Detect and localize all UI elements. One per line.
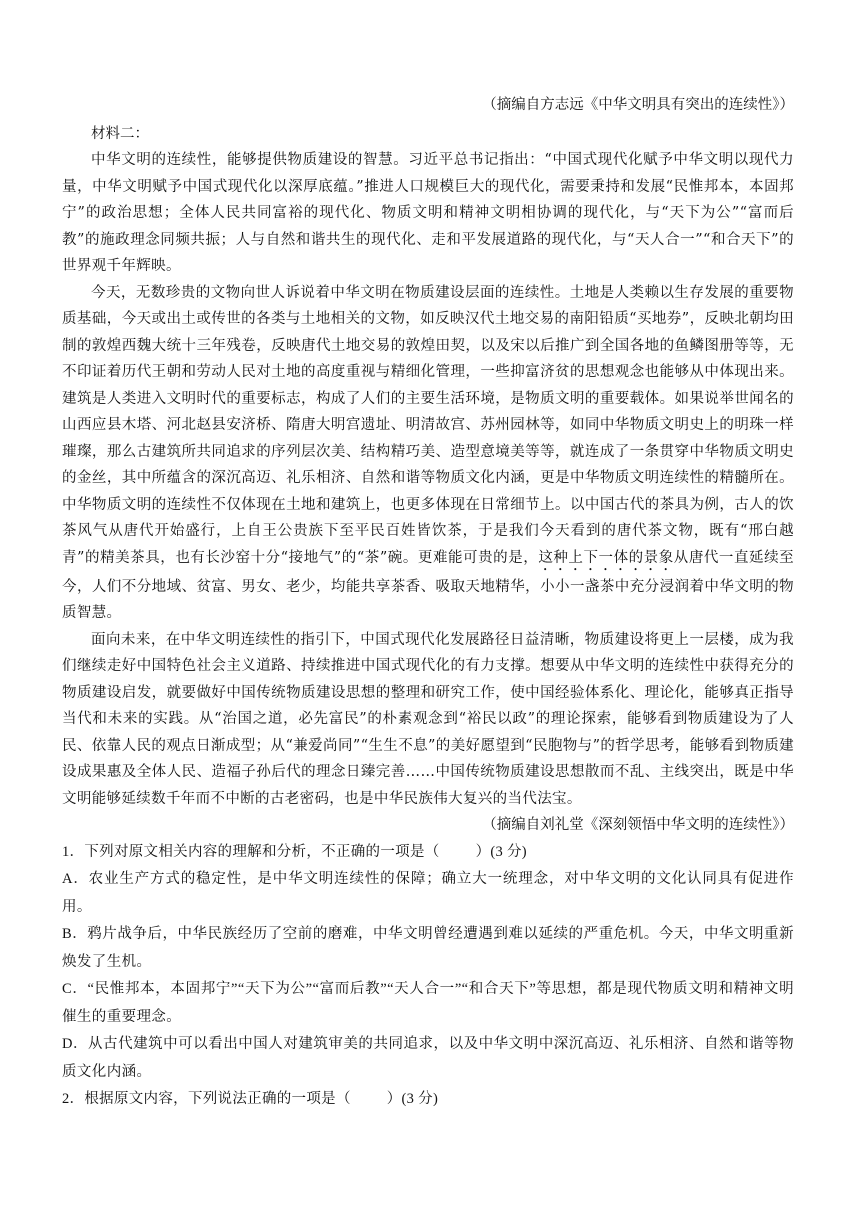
document-page (62, 92, 794, 1114)
question-2-score: ）(3 分) (386, 1091, 439, 1107)
paragraph-text: 从唐代一直延续至今，人们不分地域、贫富、男女、老少，均能共享茶香、吸取天地精华，小小一盏茶中充分浸润着中华文明的物质智慧。 (62, 549, 794, 621)
question-1-score: ）(3 分) (475, 843, 527, 860)
question-1-stem-text: 1．下列对原文相关内容的理解和分析，不正确的一项是（ (62, 843, 440, 860)
source-citation-1: （摘编自方志远《中华文明具有突出的连续性》） (482, 97, 794, 113)
question-2-stem-text: 2．根据原文内容，下列说法正确的一项是（ (62, 1091, 351, 1107)
question-2-stem (62, 1086, 794, 1114)
question-1-stem (62, 839, 794, 867)
material-2-paragraph-2 (62, 280, 794, 627)
emphasized-text: 这种上下一体的景象 (538, 549, 674, 566)
question-1-option-c: C．“民惟邦本，本固邦宁”“天下为公”“富而后教”“天人合一”“和合天下”等思想，都是现代物质文明和精神文明催生的重要理念。 (62, 981, 795, 1025)
question-1-option-b: B．鸦片战争后，中华民族经历了空前的磨难，中华文明曾经遭遇到难以延续的严重危机。今天，中华文明重新焕发了生机。 (62, 926, 794, 970)
paragraph-text: 今天，无数珍贵的文物向世人诉说着中华文明在物质建设层面的连续性。土地是人类赖以生存发展的重要物质基础，今天或出土或传世的各类与土地相关的文物，如反映汉代土地交易的南阳铅质“买地券”，反映北朝均田制的敦煌西魏大统十三年残卷，反映唐代土地交易的敦煌田契，以及宋以后推广到全国各地的鱼鳞图册等等，无不印证着历代王朝和劳动人民对土地的高度重视与精细化管理，一些抑富济贫的思想观念也能够从中体现出来。建筑是人类进入文明时代的重要标志，构成了人们的主要生活环境，是物质文明的重要载体。如果说举世闻名的山西应县木塔、河北赵县安济桥、隋唐大明宫遗址、明清故宫、苏州园林等，如同中华物质文明史上的明珠一样璀璨，那么古建筑所共同追求的序列层次美、结构精巧美、造型意境美等等，就连成了一条贯穿中华物质文明史的金丝，其中所蕴含的深沉高迈、礼乐相济、自然和谐等物质文化内涵，更是中华物质文明连续性的精髓所在。中华物质文明的连续性不仅体现在土地和建筑上，也更多体现在日常细节上。以中国古代的茶具为例，古人的饮茶风气从唐代开始盛行，上自王公贵族下至平民百姓皆饮茶，于是我们今天看到的唐代茶文物，既有“邢白越青”的精美茶具，也有长沙窑十分“接地气”的“茶”碗。更难能可贵的是， (62, 284, 794, 566)
material-2-paragraph-3 (62, 627, 794, 813)
question-1-option-d: D．从古代建筑中可以看出中国人对建筑审美的共同追求，以及中华文明中深沉高迈、礼乐相济、自然和谐等物质文化内涵。 (62, 1036, 794, 1080)
paragraph-text: 中华文明的连续性，能够提供物质建设的智慧。习近平总书记指出：“中国式现代化赋予中华文明以现代力量，中华文明赋予中国式现代化以深厚底蕴。”推进人口规模巨大的现代化，需要秉持和发展“民惟邦本，本固邦宁”的政治思想；全体人民共同富裕的现代化、物质文明和精神文明相协调的现代化，与“天下为公”“富而后教”的施政理念同频共振；人与自然和谐共生的现代化、走和平发展道路的现代化，与“天人合一”“和合天下”的世界观千年辉映。 (62, 152, 794, 274)
paragraph-text: 面向未来，在中华文明连续性的指引下，中国式现代化发展路径日益清晰，物质建设将更上一层楼，成为我们继续走好中国特色社会主义道路、持续推进中国式现代化的有力支撑。想要从中华文明的连续性中获得充分的物质建设启发，就要做好中国传统物质建设思想的整理和研究工作，使中国经验体系化、理论化，能够真正指导当代和未来的实践。从“治国之道，必先富民”的朴素观念到“裕民以政”的理论探索，能够看到物质建设为了人民、依靠人民的观点日渐成型；从“兼爱尚同”“生生不息”的美好愿望到“民胞物与”的哲学思考，能够看到物质建设成果惠及全体人民、造福子孙后代的理念日臻完善……中国传统物质建设思想散而不乱、主线突出，既是中华文明能够延续数千年而不中断的古老密码，也是中华民族伟大复兴的当代法宝。 (62, 631, 794, 807)
material-2-heading: 材料二： (91, 125, 149, 142)
question-1-option-a: A．农业生产方式的稳定性，是中华文明连续性的保障；确立大一统理念，对中华文明的文化认同具有促进作用。 (62, 871, 794, 915)
material-2-paragraph-1 (62, 147, 794, 280)
source-citation-2: （摘编自刘礼堂《深刻领悟中华文明的连续性》） (482, 817, 794, 833)
